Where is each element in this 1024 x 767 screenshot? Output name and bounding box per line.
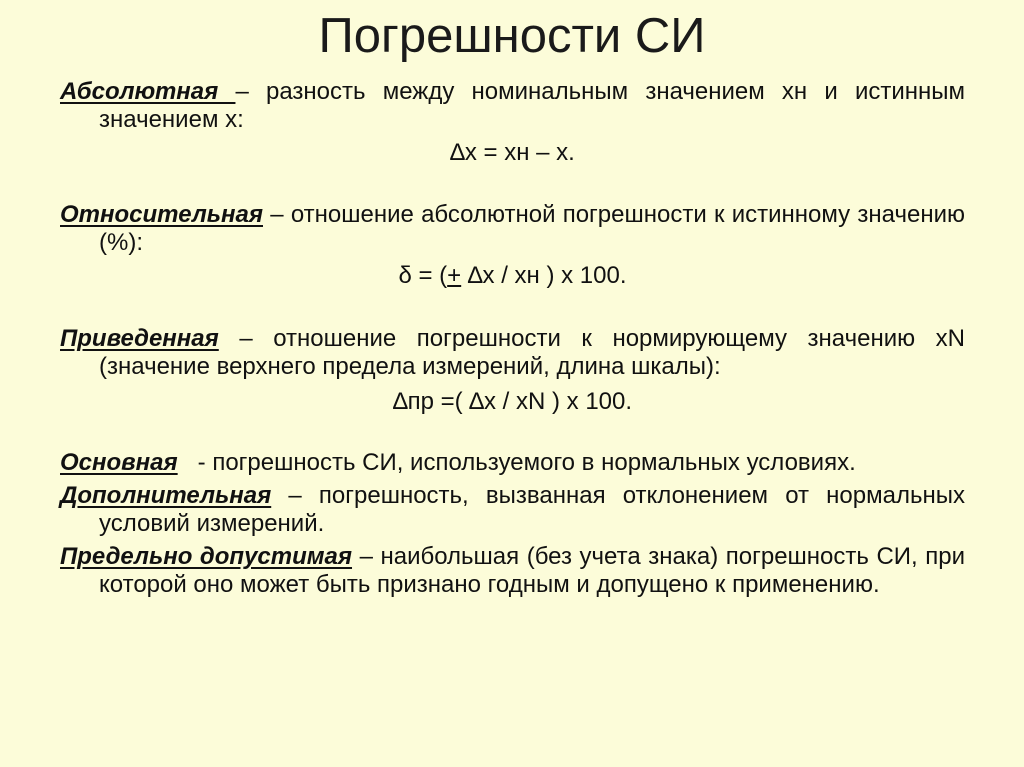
- definition-relative-text: – отношение абсолютной погрешности к истинному значению (%):: [99, 201, 965, 256]
- term-relative: Относительная: [60, 201, 263, 228]
- definition-absolute-text: – разность между номинальным значением хн и истинным значением х:: [99, 78, 966, 133]
- formula-absolute: [60, 139, 965, 167]
- formula-absolute-text: ∆х = хн – х.: [450, 139, 575, 166]
- definition-basic: [60, 449, 965, 477]
- term-basic: Основная: [60, 449, 178, 476]
- definition-reduced: [60, 325, 965, 381]
- term-reduced: Приведенная: [60, 325, 219, 352]
- definition-limit-text: – наибольшая (без учета знака) погрешность СИ, при которой оно может быть признано годным и допущено к применению.: [99, 543, 965, 598]
- definition-additional-text: – погрешность, вызванная отклонением от нормальных условий измерений.: [99, 482, 965, 537]
- formula-reduced-text: ∆пр =( ∆х / хN ) х 100.: [392, 388, 633, 415]
- formula-reduced: [60, 388, 965, 416]
- term-additional: Дополнительная: [60, 482, 272, 509]
- formula-relative: [60, 262, 965, 290]
- definition-limit: [60, 543, 965, 599]
- formula-relative-sign: +: [447, 262, 462, 289]
- definition-relative: [60, 201, 965, 257]
- definition-absolute: [60, 78, 965, 134]
- definition-reduced-text: – отношение погрешности к нормирующему значению хN (значение верхнего предела измерений, длина шкалы):: [99, 325, 965, 380]
- definition-basic-text: - погрешность СИ, используемого в нормальных условиях.: [177, 449, 856, 476]
- formula-relative-rest: ∆х / хн ) х 100.: [461, 262, 627, 289]
- formula-relative-prefix: δ = (: [398, 262, 448, 289]
- definition-additional: [60, 482, 965, 538]
- slide-content: [60, 78, 965, 599]
- slide-title: Погрешности СИ: [318, 9, 706, 63]
- term-absolute: Абсолютная: [60, 78, 236, 105]
- term-limit: Предельно допустимая: [60, 543, 353, 570]
